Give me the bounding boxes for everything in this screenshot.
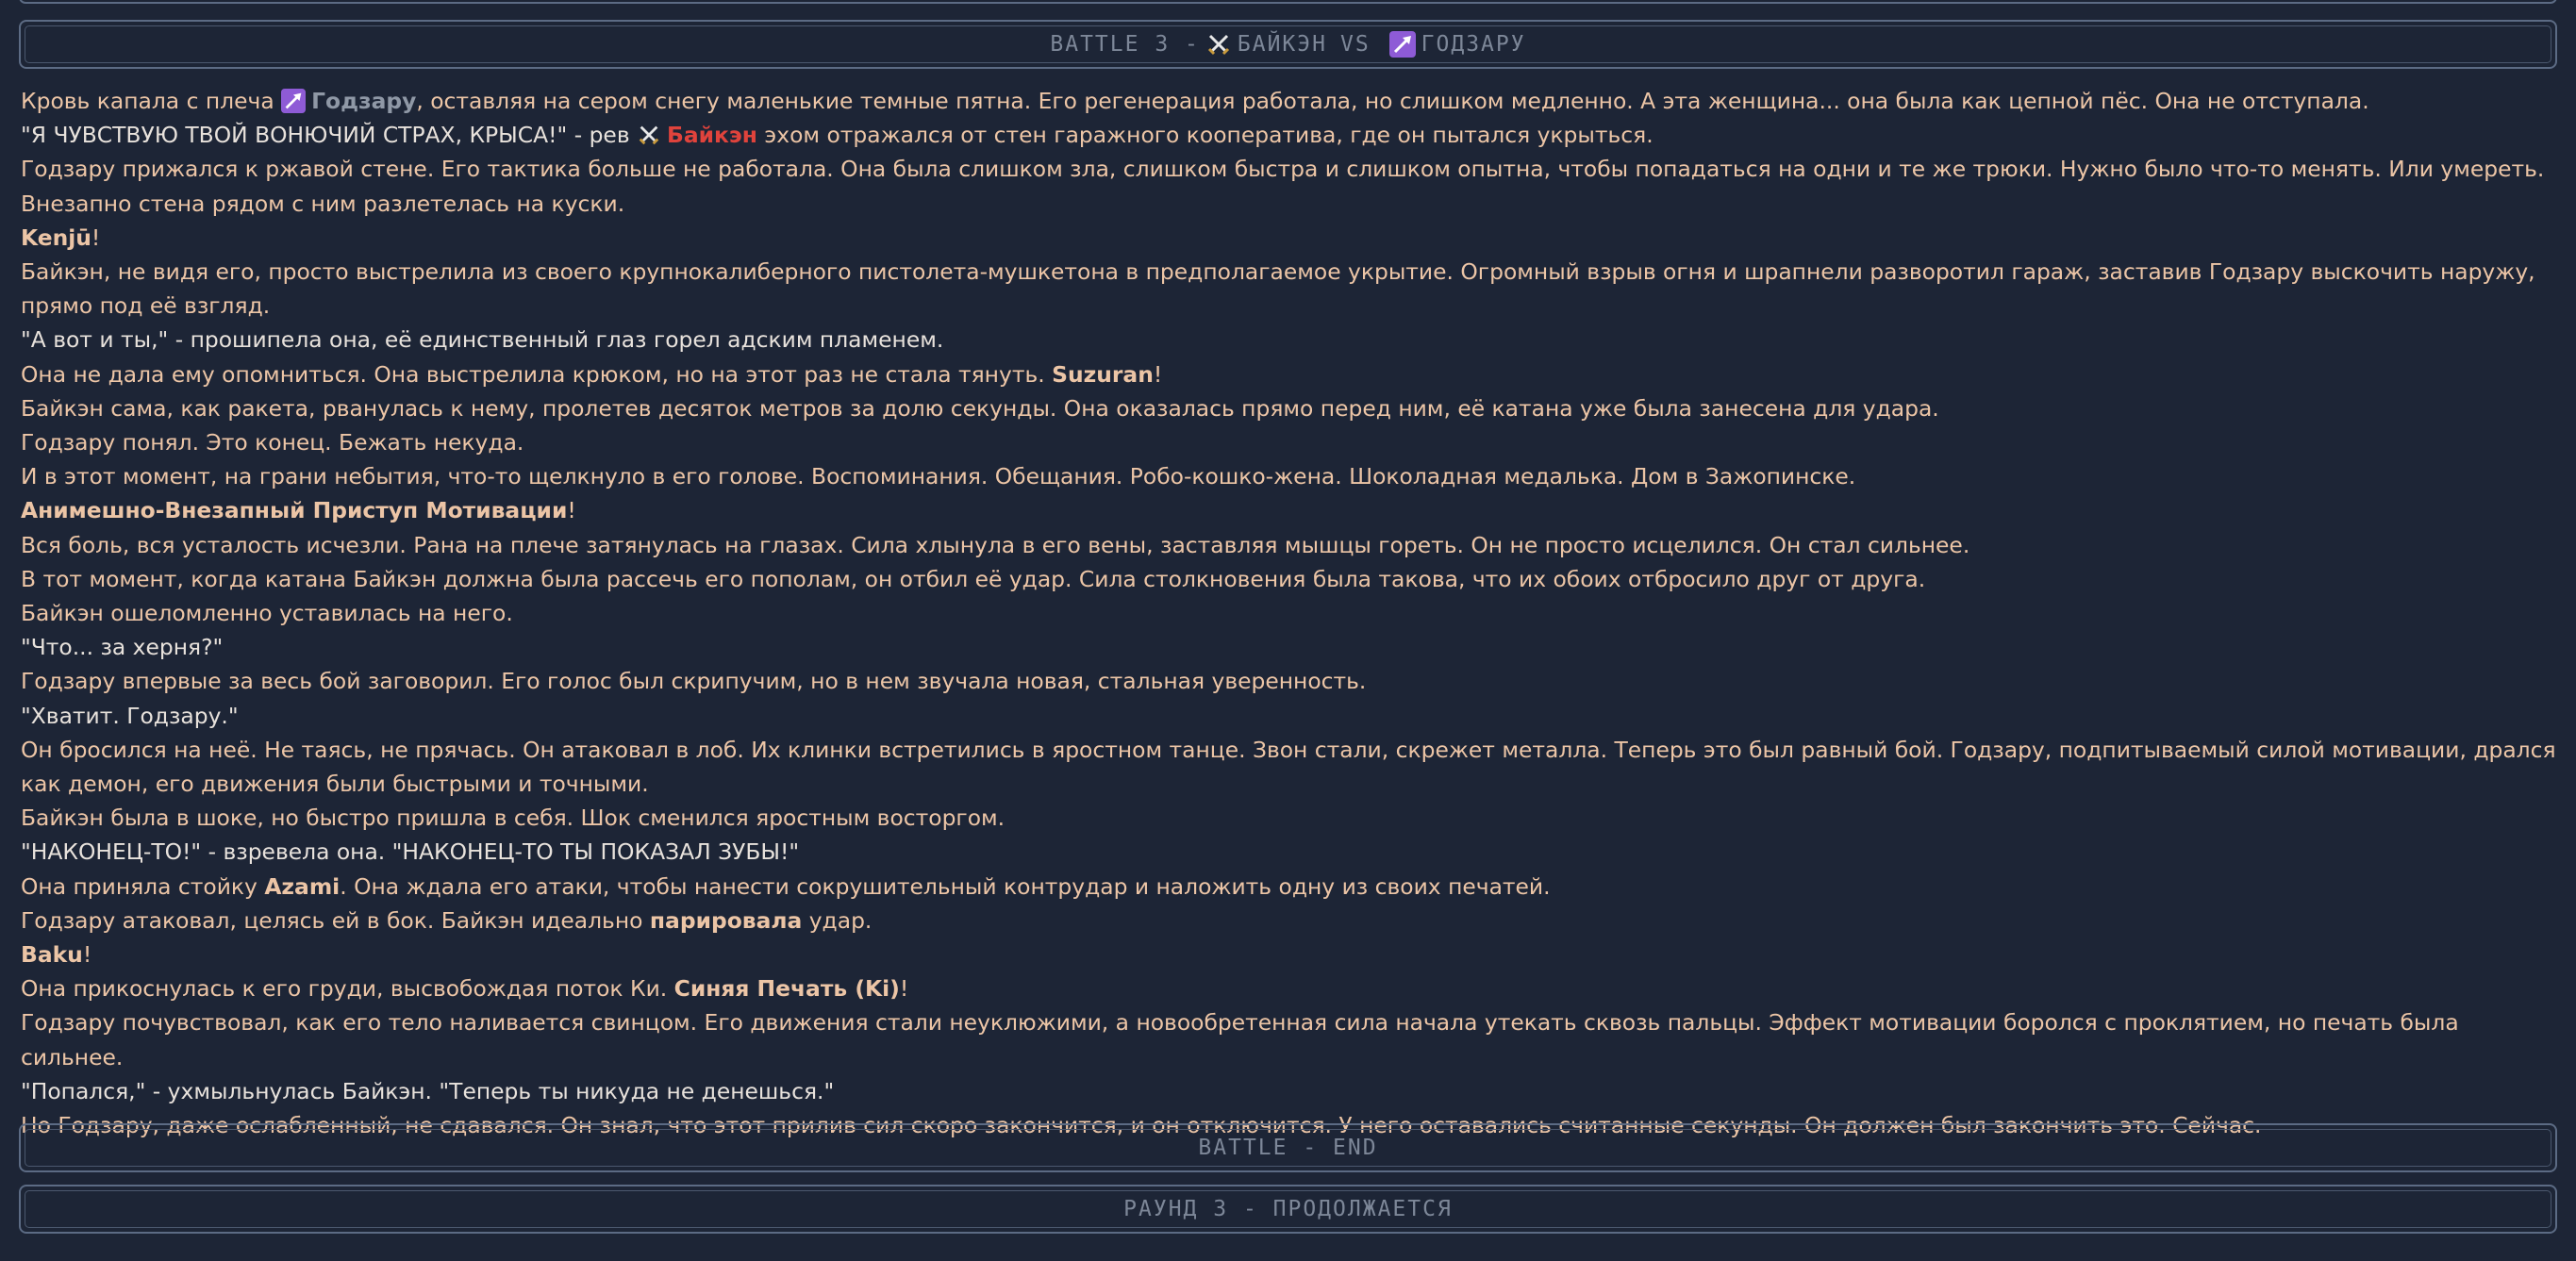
battle-narrative (21, 84, 2558, 1142)
technique-name: Kenjū (21, 224, 91, 251)
story-line: Внезапно стена рядом с ним разлетелась на куски. (21, 190, 625, 217)
technique-name: парировала (649, 906, 803, 934)
story-line: "А вот и ты," - прошипела она, её единственный глаз горел адским пламенем. (21, 326, 944, 354)
story-line: И в этот момент, на грани небытия, что-то щелкнуло в его голове. Воспоминания. Обещания. Робо-кошко-жена. Шоколадная медалька. Дом в Зажопинске. (21, 463, 1856, 490)
story-line: Но Годзару, даже ослабленный, не сдавался. Он знал, что этот прилив сил скоро закончится, и он отключится. У него оставались считанные секунды. Он должен был закончить это. Сейчас. (21, 1112, 2262, 1139)
versus-label: VS (1339, 32, 1371, 57)
narration-text: Кровь капала с плеча (21, 88, 274, 114)
narration-text: ! (899, 975, 909, 1003)
round-status-label: РАУНД 3 - ПРОДОЛЖАЕТСЯ (1123, 1197, 1453, 1221)
narration-text: Она не дала ему опомниться. Она выстрелила крюком, но на этот раз не стала тянуть. (21, 360, 1045, 388)
round-status-banner (19, 1185, 2557, 1234)
story-line: "НАКОНЕЦ-ТО!" - взревела она. "НАКОНЕЦ-ТО ТЫ ПОКАЗАЛ ЗУБЫ!" (21, 838, 800, 866)
arrow-icon (1389, 31, 1416, 58)
narration-text: эхом отражался от стен гаражного кооператива, где он пытался укрыться. (764, 122, 1654, 149)
baiken-name: Байкэн (667, 122, 757, 149)
fighter-b-name: ГОДЗАРУ (1421, 32, 1526, 57)
battle-end-label: BATTLE - END (1198, 1136, 1378, 1160)
story-line: Байкэн сама, как ракета, рванулась к нему, пролетев десяток метров за долю секунды. Она оказалась прямо перед ним, её катана уже была занесена для удара. (21, 394, 1939, 422)
narration-text: Годзару атаковал, целясь ей в бок. Байкэн идеально (21, 906, 643, 934)
story-line: Годзару почувствовал, как его тело наливается свинцом. Его движения стали неуклюжими, а новообретенная сила начала утекать сквозь пальцы. Эффект мотивации боролся с проклятием, но печать была сильнее. (21, 1009, 2459, 1070)
story-line: "Попался," - ухмыльнулась Байкэн. "Теперь ты никуда не денешься." (21, 1077, 835, 1104)
crossed-swords-icon (637, 123, 661, 147)
story-line (21, 118, 2558, 152)
technique-name: Suzuran (1052, 360, 1154, 388)
godzaru-name: Годзару (311, 88, 417, 114)
story-line: Годзару впервые за весь бой заговорил. Его голос был скрипучим, но в нем звучала новая, стальная уверенность. (21, 668, 1367, 695)
story-line: "Хватит. Годзару." (21, 702, 239, 729)
story-line: "Что... за херня?" (21, 634, 224, 661)
story-line: В тот момент, когда катана Байкэн должна была рассечь его пополам, он отбил её удар. Сила столкновения была такова, что их обоих отбросило друг от друга. (21, 565, 1926, 592)
narration-text: ! (82, 941, 92, 969)
story-line (21, 493, 2558, 527)
narration-text: , оставляя на сером снегу маленькие темные пятна. Его регенерация работала, но слишком медленно. А эта женщина... она была как цепной пёс. Она не отступала. (416, 88, 2369, 114)
technique-name: Baku (21, 941, 83, 969)
narration-text: . Она ждала его атаки, чтобы нанести сокрушительный контрудар и наложить одну из своих печатей. (340, 872, 1551, 900)
story-line (21, 221, 2558, 255)
story-line (21, 357, 2558, 391)
story-line: Он бросился на неё. Не таясь, не прячась. Он атаковал в лоб. Их клинки встретились в яростном танце. Звон стали, скрежет металла. Теперь это был равный бой. Годзару, подпитываемый силой мотивации, дрался как демон, его движения были быстрыми и точными. (21, 736, 2556, 798)
story-line (21, 84, 2558, 118)
story-line: Годзару понял. Это конец. Бежать некуда. (21, 429, 524, 456)
story-line: Годзару прижался к ржавой стене. Его тактика больше не работала. Она была слишком зла, слишком быстра и слишком опытна, чтобы попадаться на одни и те же трюки. Нужно было что-то менять. Или умереть. (21, 156, 2545, 183)
story-line: Байкэн ошеломленно уставилась на него. (21, 600, 513, 627)
previous-panel-edge (19, 0, 2557, 4)
story-line (21, 870, 2558, 904)
narration-text: ! (567, 497, 576, 524)
fighter-a-name: БАЙКЭН (1237, 32, 1327, 57)
arrow-icon (281, 89, 306, 113)
story-line (21, 971, 2558, 1005)
narration-text: Она прикоснулась к его груди, высвобождая поток Ки. (21, 975, 668, 1003)
battle-header-banner (19, 20, 2557, 69)
story-line (21, 904, 2558, 937)
story-line: Байкэн была в шоке, но быстро пришла в себя. Шок сменился яростным восторгом. (21, 805, 1005, 832)
narration-text: удар. (808, 906, 873, 934)
story-line (21, 937, 2558, 971)
technique-name: Azami (264, 872, 341, 900)
technique-name: Анимешно-Внезапный Приступ Мотивации (21, 497, 568, 524)
narration-text: ! (91, 224, 101, 251)
technique-name: Синяя Печать (Ki) (673, 975, 900, 1003)
narration-text: Она приняла стойку (21, 872, 258, 900)
narration-text: ! (1153, 360, 1163, 388)
battle-number: BATTLE 3 - (1050, 32, 1200, 57)
story-line: Байкэн, не видя его, просто выстрелила из своего крупнокалиберного пистолета-мушкетона в предполагаемое укрытие. Огромный взрыв огня и шрапнели разворотил гараж, заставив Годзару выскочить наружу, прямо под её взгляд. (21, 258, 2535, 320)
story-line: Вся боль, вся усталость исчезли. Рана на плече затянулась на глазах. Сила хлынула в его вены, заставляя мышцы гореть. Он не просто исцелился. Он стал сильнее. (21, 531, 1970, 558)
crossed-swords-icon (1205, 31, 1232, 58)
battle-end-banner (19, 1123, 2557, 1172)
dialogue-text: "Я ЧУВСТВУЮ ТВОЙ ВОНЮЧИЙ СТРАХ, КРЫСА!" - рев (21, 122, 630, 149)
